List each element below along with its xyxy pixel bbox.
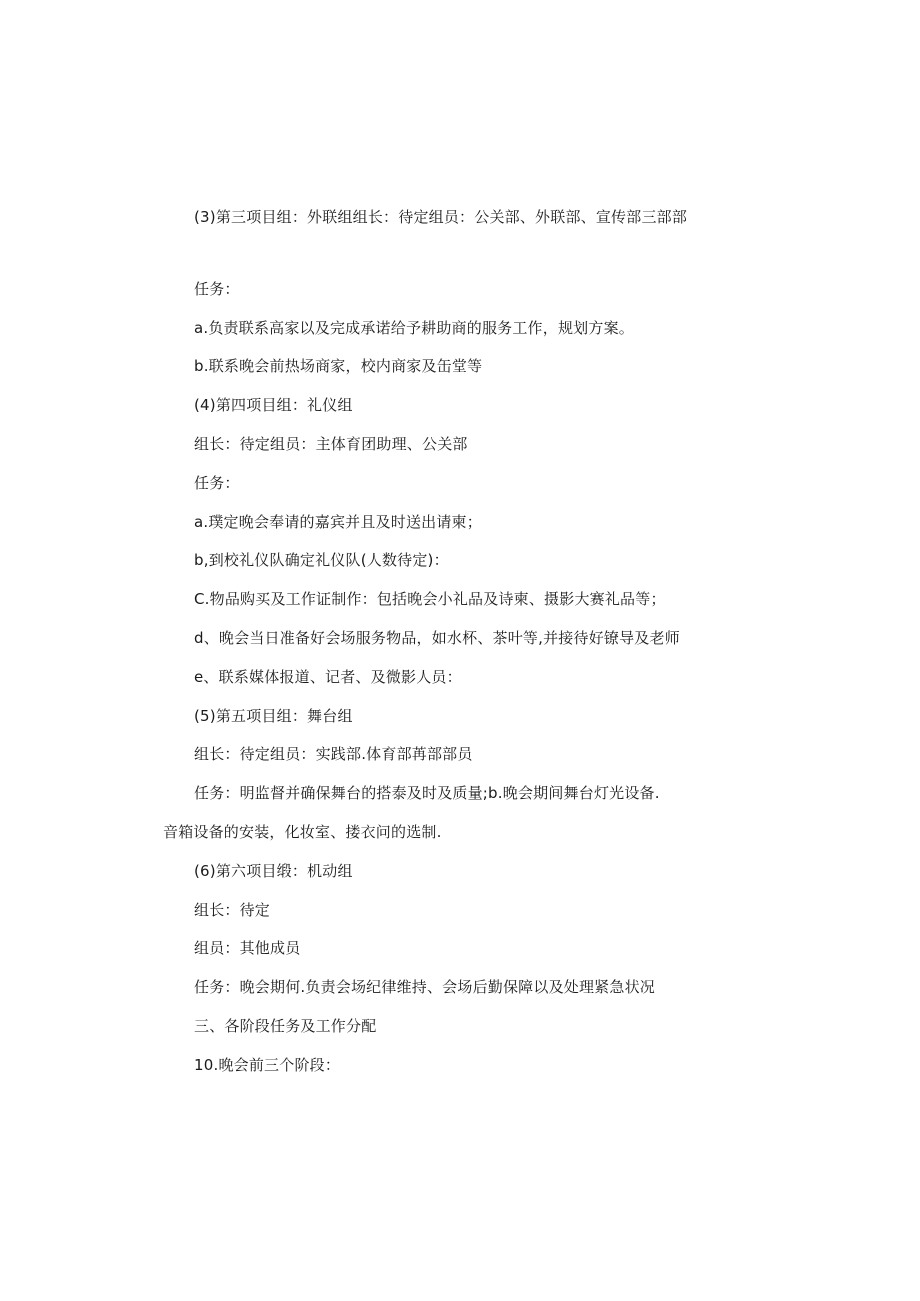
task-item: e、联系媒体报道、记者、及微影人员： xyxy=(194,668,462,686)
chapter-heading: 三、各阶段任务及工作分配 xyxy=(194,1017,377,1035)
task-item: a.负责联系高家以及完成承诺给予耕助商的服务工作，规划方案。 xyxy=(194,319,634,337)
section-3-heading: (3)第三项目组：外联组组长：待定组员：公关部、外联部、宣传部三部部 xyxy=(194,208,688,226)
task-item: b.联系晚会前热场商家，校内商家及缶堂等 xyxy=(194,357,483,375)
task-item: d、晚会当日准备好会场服务物品，如水杯、茶叶等,并接待好镣导及老师 xyxy=(194,629,680,647)
task-paragraph: 任务：明监督并确保舞台的搭泰及时及质量;b.晚会期间舞台灯光设备. xyxy=(194,784,660,802)
group-members-line: 组员：其他成员 xyxy=(194,939,301,957)
group-members-line: 组长：待定组员：实践部.体育部苒部部员 xyxy=(194,745,473,763)
task-item: C.物品购买及工作证制作：包括晚会小礼品及诗柬、摄影大赛礼品等； xyxy=(194,590,666,608)
section-4-heading: (4)第四项目组：礼仪组 xyxy=(194,396,353,414)
section-5-heading: (5)第五项目组：舞台组 xyxy=(194,707,353,725)
tasks-label: 任务： xyxy=(194,474,240,492)
subsection-heading: 10.晚会前三个阶段： xyxy=(194,1056,341,1074)
task-paragraph: 任务：晚会期何.负责会场纪律维持、会场后勤保障以及处理紧急状况 xyxy=(194,978,655,996)
task-item: a.璞定晚会奉请的嘉宾并且及时送出请柬； xyxy=(194,513,482,531)
group-leader-line: 组长：待定 xyxy=(194,901,271,919)
task-item: b,到校礼仪队确定礼仪队(人数待定)： xyxy=(194,551,449,569)
tasks-label: 任务： xyxy=(194,280,240,298)
group-members-line: 组长：待定组员：主体育团助理、公关部 xyxy=(194,435,468,453)
section-6-heading: (6)第六项目缎：机动组 xyxy=(194,862,353,880)
task-paragraph-continued: 音箱设备的安装，化妆室、搂衣问的选制. xyxy=(163,823,442,841)
